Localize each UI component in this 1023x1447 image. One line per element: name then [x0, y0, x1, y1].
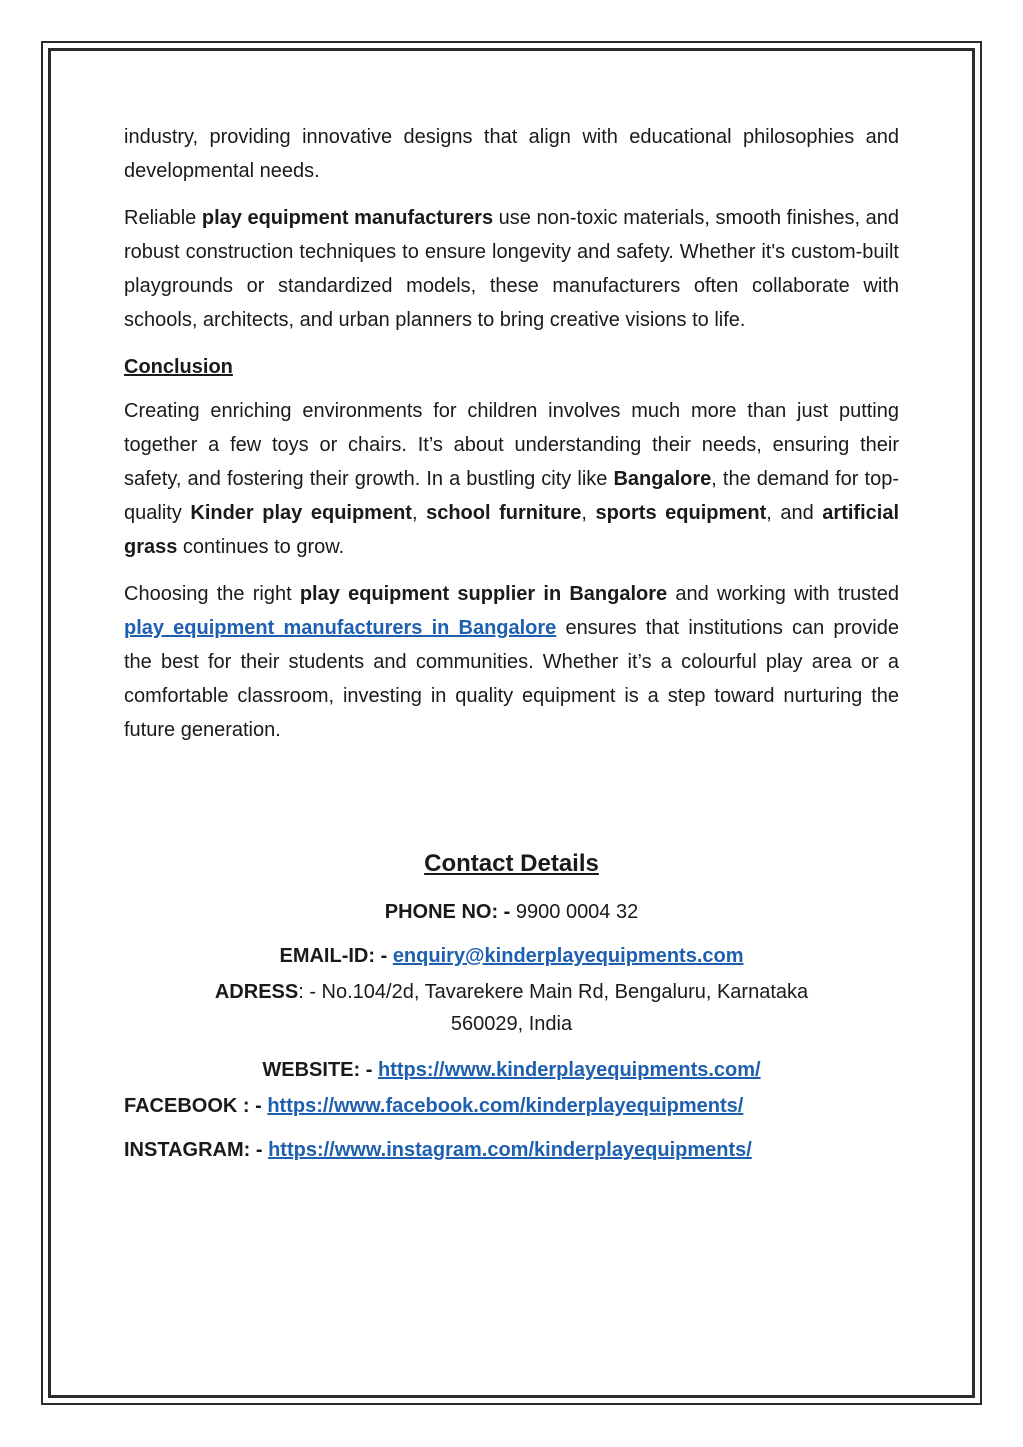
choosing-text-2: and working with trusted: [667, 583, 899, 605]
website-link[interactable]: https://www.kinderplayequipments.com/: [377, 1059, 761, 1081]
paragraph-intro: [124, 120, 899, 188]
website-label: WEBSITE: -: [262, 1059, 373, 1081]
email-link[interactable]: enquiry@kinderplayequipments.com: [392, 945, 744, 967]
choosing-text-3: ensures that institutions can provide the best for their students and communities. Whether it’s a colourful play area or a comfortable classroom, investing in quality equipment is a step toward nurturing the future generation.: [124, 617, 899, 741]
keyword-play-equipment-manufacturers: play equipment manufacturers: [201, 207, 494, 229]
facebook-label: FACEBOOK : -: [124, 1095, 262, 1117]
phone-row: [124, 896, 899, 928]
keyword-sports-equipment: sports equipment: [595, 502, 767, 524]
keyword-artificial-grass: artificial grass: [124, 502, 899, 558]
paragraph-intro-text: industry, providing innovative designs that align with educational philosophies and developmental needs.: [124, 126, 899, 182]
address-line-1: : - No.104/2d, Tavarekere Main Rd, Bengaluru, Karnataka: [298, 981, 809, 1003]
keyword-school-furniture: school furniture: [426, 502, 582, 524]
address-label: ADRESS: [214, 981, 299, 1003]
phone-label: PHONE NO: -: [384, 901, 511, 923]
contact-section: [124, 846, 899, 1178]
manufacturers-bangalore-link[interactable]: play equipment manufacturers in Bangalore: [124, 617, 557, 639]
facebook-link[interactable]: https://www.facebook.com/kinderplayequipments/: [267, 1095, 744, 1117]
paragraph-choosing: [124, 577, 899, 747]
instagram-row: [124, 1134, 899, 1166]
facebook-row: [124, 1090, 899, 1122]
contact-title: Contact Details: [424, 850, 599, 877]
conclusion-text-1: Creating enriching environments for children involves much more than just putting together a few toys or chairs. It’s about understanding their needs, ensuring their safety, and fostering their growth. In a bustling city like: [124, 400, 899, 490]
address-row-2: [124, 1008, 899, 1040]
instagram-label: INSTAGRAM: -: [124, 1139, 263, 1161]
phone-value: 9900 0004 32: [515, 901, 639, 923]
conclusion-text-4: ,: [581, 502, 596, 524]
keyword-kinder-play-equipment: Kinder play equipment: [190, 502, 412, 524]
keyword-bangalore: Bangalore: [613, 468, 712, 490]
email-label: EMAIL-ID: -: [279, 945, 388, 967]
instagram-link[interactable]: https://www.instagram.com/kinderplayequipments/: [268, 1139, 752, 1161]
address-row: [124, 976, 899, 1008]
choosing-text-1: Choosing the right: [124, 583, 300, 605]
email-row: [124, 940, 899, 972]
conclusion-text-3: ,: [411, 502, 427, 524]
paragraph-manufacturers-post: use non-toxic materials, smooth finishes, and robust construction techniques to ensure longevity and safety. Whether it's custom-built playgrounds or standardized models, these manufacturers often collaborate with schools, architects, and urban planners to bring creative visions to life.: [124, 207, 899, 331]
conclusion-text-6: continues to grow.: [177, 536, 345, 558]
keyword-supplier-bangalore: play equipment supplier in Bangalore: [299, 583, 668, 605]
conclusion-text-5: , and: [766, 502, 823, 524]
website-row: [124, 1054, 899, 1086]
address-line-2: 560029, India: [450, 1013, 573, 1035]
paragraph-manufacturers-pre: Reliable: [124, 207, 202, 229]
paragraph-conclusion: [124, 394, 899, 564]
conclusion-heading: Conclusion: [124, 356, 233, 378]
conclusion-text-2: , the demand for top-quality: [124, 468, 899, 524]
article-body: [124, 120, 899, 760]
paragraph-manufacturers: [124, 201, 899, 337]
